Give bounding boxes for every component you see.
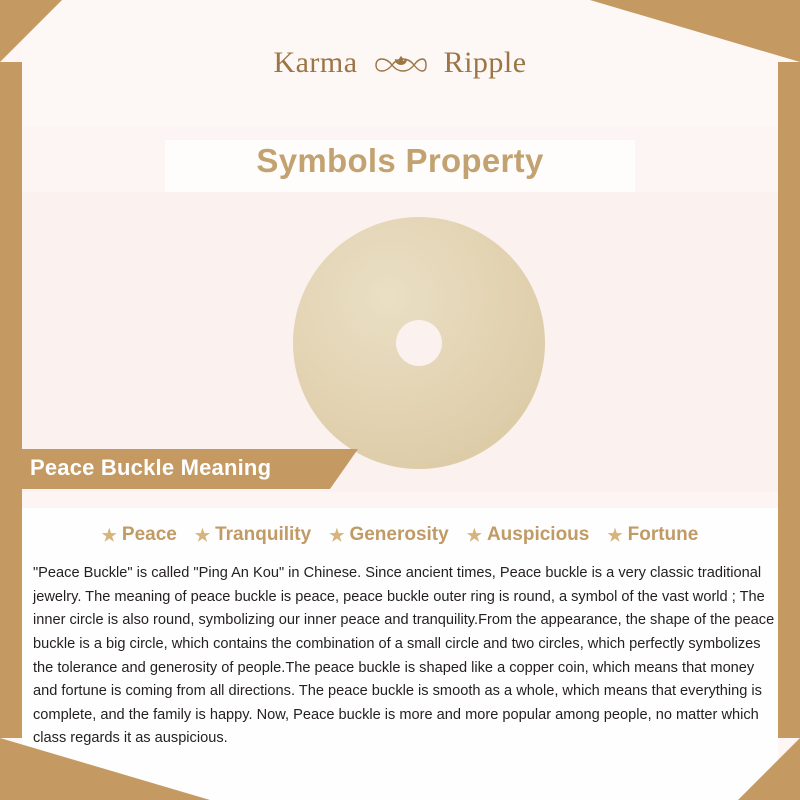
keyword-label: Generosity — [349, 524, 449, 545]
star-icon: ★ — [329, 525, 345, 545]
keyword-label: Peace — [121, 524, 177, 545]
star-icon: ★ — [607, 525, 623, 545]
keyword-item — [195, 524, 311, 546]
keyword-label: Tranquility — [215, 524, 312, 545]
keyword-item — [329, 524, 449, 546]
keyword-label: Auspicious — [486, 524, 590, 545]
section-title: Peace Buckle Meaning — [30, 455, 272, 480]
section-ribbon-tail — [330, 449, 358, 489]
peace-buckle-disc — [293, 217, 545, 469]
star-icon: ★ — [466, 525, 482, 545]
keyword-list — [22, 524, 778, 546]
star-icon: ★ — [101, 525, 117, 545]
keyword-item — [467, 524, 590, 546]
star-icon: ★ — [194, 525, 211, 545]
keyword-item — [102, 524, 177, 546]
brand-logo — [0, 46, 800, 80]
keyword-item — [607, 524, 698, 546]
peace-buckle-inner-hole — [396, 320, 442, 366]
brand-name-left: Karma — [273, 46, 358, 79]
keyword-label: Fortune — [627, 524, 699, 545]
description-text: "Peace Buckle" is called "Ping An Kou" in Chinese. Since ancient times, Peace buckle is a very classic traditional jewelry. The meaning of peace buckle is peace, peace buckle outer ring is round, a symbol of the vast world ; The inner circle is also round, symbolizing our inner peace and tranquility.From the appearance, the shape of the peace buckle is a big circle, which contains the combination of a small circle and two circles, which perfectly symbolizes the tolerance and generosity of people.The peace buckle is shaped like a copper coin, which means that money and fortune is coming from all directions. The peace buckle is smooth as a whole, which means that everything is complete, and the family is happy. Now, Peace buckle is more and more popular among people, no matter which class regards it as auspicious. — [33, 565, 775, 747]
page-title: Symbols Property — [256, 142, 544, 179]
brand-name-right: Ripple — [443, 46, 527, 79]
infinity-lotus-icon — [372, 52, 430, 78]
